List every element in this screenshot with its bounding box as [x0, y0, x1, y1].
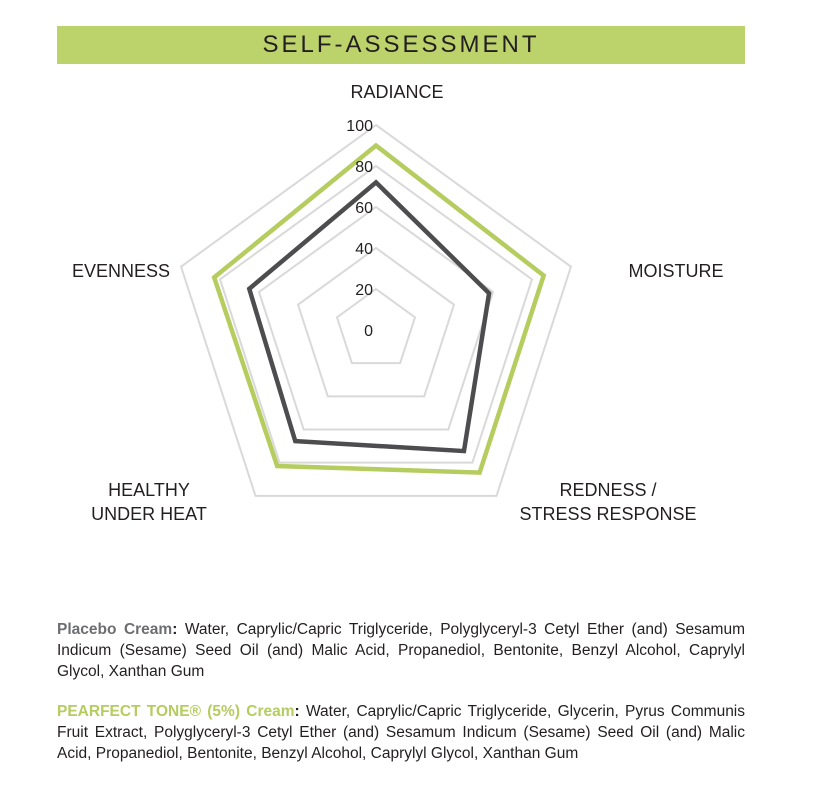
radar-axis-labels: [72, 82, 724, 524]
legend-pearfect-ingredients: Water, Caprylic/Capric Triglyceride, Glycerin, Pyrus Communis Fruit Extract, Polyglyceryl-3 Cetyl Ether (and) Sesamum Indicum (Sesame) Seed Oil (and) Malic Acid, Propanediol, Bentonite, Benzyl Alcohol, Caprylyl Glycol, Xanthan Gum: [57, 702, 746, 762]
legend-pearfect-name: PEARFECT TONE® (5%) Cream: [57, 702, 295, 720]
legend-placebo-colon: :: [172, 620, 178, 638]
r-tick-label-20: 20: [355, 282, 373, 299]
axis-label-line: REDNESS /: [559, 480, 657, 500]
r-tick-label-80: 80: [355, 159, 373, 176]
chart-title: SELF-ASSESSMENT: [262, 31, 540, 58]
legend-pearfect-colon: :: [294, 702, 300, 720]
axis-label-line: STRESS RESPONSE: [519, 504, 697, 524]
axis-label-2: [519, 480, 696, 524]
axis-label-3: [91, 480, 207, 524]
legend-placebo-name: Placebo Cream: [57, 620, 173, 638]
grid-ring-40: [298, 248, 454, 396]
axis-label-line: EVENNESS: [71, 261, 171, 281]
axis-label-line: HEALTHY: [108, 480, 190, 500]
legend-pearfect: [57, 701, 745, 764]
legend-placebo: [57, 619, 745, 682]
axis-label-line: MOISTURE: [628, 261, 724, 281]
r-tick-label-40: 40: [355, 241, 373, 258]
r-tick-label-60: 60: [355, 200, 373, 217]
legend-placebo-ingredients: Water, Caprylic/Capric Triglyceride, Polyglyceryl-3 Cetyl Ether (and) Sesamum Indicum (Sesame) Seed Oil (and) Malic Acid, Propanediol, Bentonite, Benzyl Alcohol, Caprylyl Glycol, Xanthan Gum: [57, 620, 745, 680]
grid-ring-20: [337, 289, 415, 363]
axis-label-0: [350, 82, 443, 102]
axis-label-1: [628, 261, 723, 281]
axis-label-line: UNDER HEAT: [91, 504, 207, 524]
axis-label-4: [72, 261, 170, 281]
r-tick-label-100: 100: [346, 118, 373, 135]
axis-label-line: RADIANCE: [350, 82, 444, 102]
r-tick-label-0: 0: [364, 323, 373, 340]
